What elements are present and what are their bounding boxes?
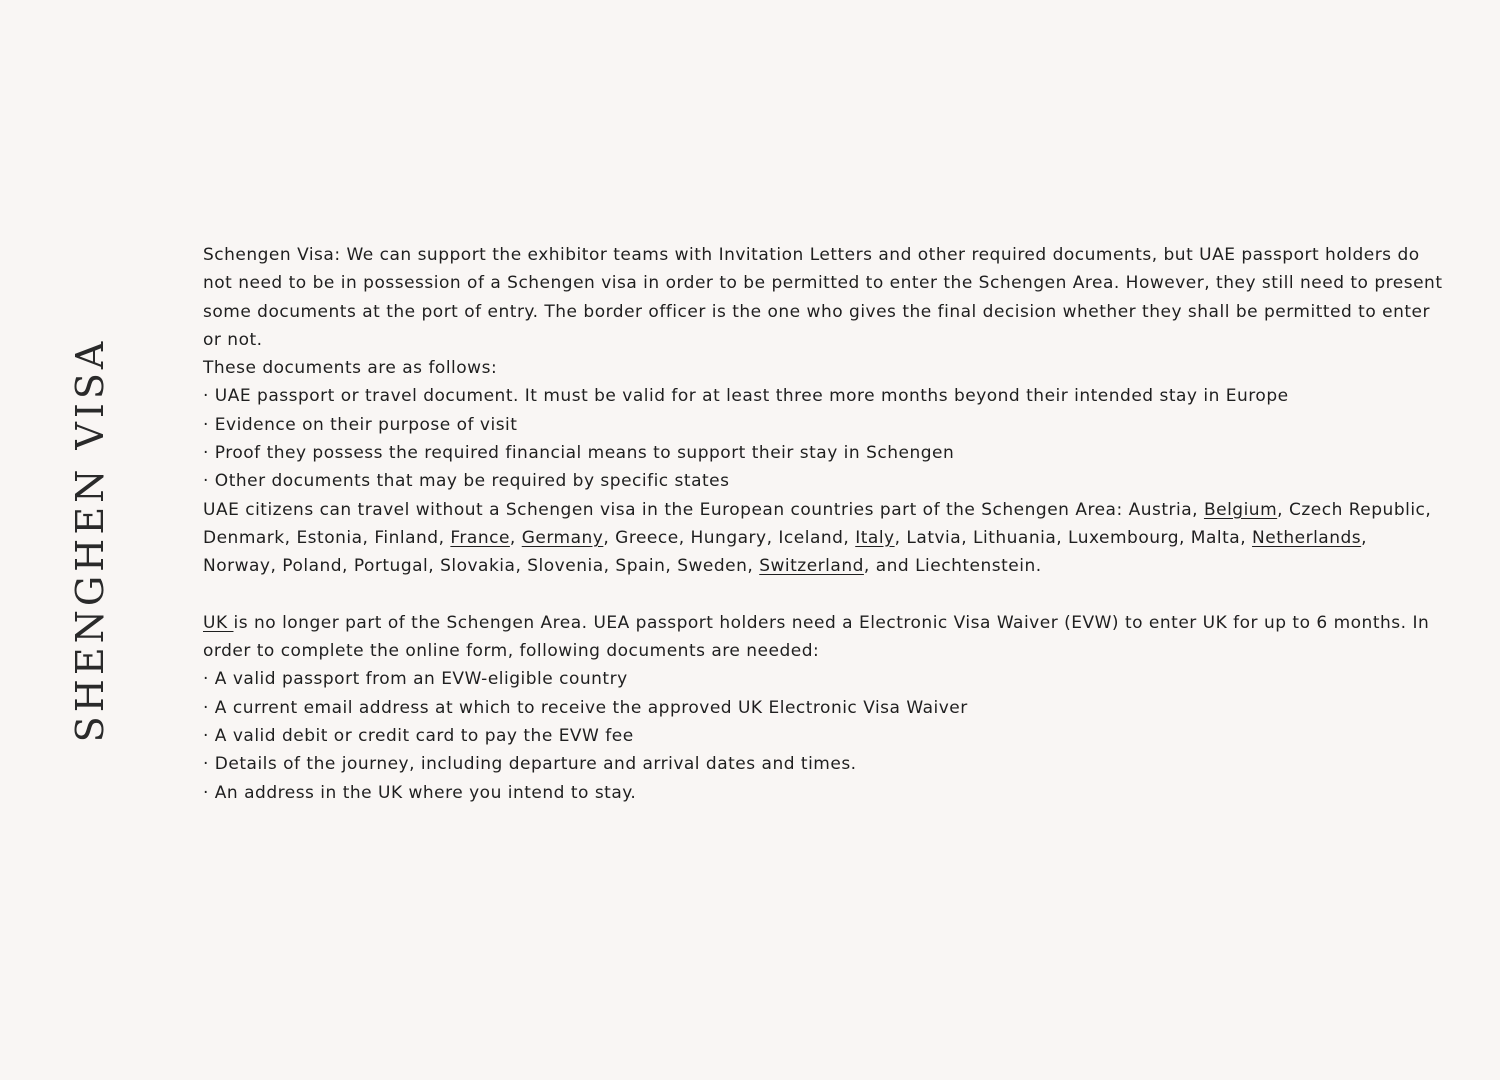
countries-text: , Norway, Poland, Portugal, Slovakia, Slovenia, Spain, Sweden,	[203, 527, 1368, 577]
france-link[interactable]: France	[450, 527, 510, 548]
uk-link[interactable]: UK	[203, 612, 234, 633]
countries-text: , Latvia, Lithuania, Luxembourg, Malta,	[894, 527, 1253, 548]
list-item: · A valid passport from an EVW-eligible country	[203, 669, 628, 690]
netherlands-link[interactable]: Netherlands	[1252, 527, 1362, 548]
uk-intro-paragraph	[203, 609, 1443, 666]
list-item: · A valid debit or credit card to pay the EVW fee	[203, 726, 634, 747]
list-item: · Other documents that may be required by specific states	[203, 471, 730, 492]
paragraph-spacer	[203, 581, 1443, 609]
countries-text: , and Liechtenstein.	[863, 556, 1042, 577]
page-title: SHENGHEN VISA	[68, 337, 112, 743]
content-body	[203, 241, 1443, 807]
schengen-intro-paragraph: Schengen Visa: We can support the exhibitor teams with Invitation Letters and other required documents, but UAE passport holders do not need to be in possession of a Schengen visa in order to be permitted to enter the Schengen Area. However, they still need to present some documents at the port of entry. The border officer is the one who gives the final decision whether they shall be permitted to enter or not.	[203, 245, 1443, 350]
countries-paragraph	[203, 496, 1443, 581]
documents-heading: These documents are as follows:	[203, 358, 498, 379]
list-item: · Details of the journey, including departure and arrival dates and times.	[203, 754, 857, 775]
countries-text: , Greece, Hungary, Iceland,	[603, 527, 856, 548]
countries-text: UAE citizens can travel without a Schengen visa in the European countries part of the Schengen Area: Austria,	[203, 499, 1204, 520]
belgium-link[interactable]: Belgium	[1203, 499, 1278, 520]
switzerland-link[interactable]: Switzerland	[759, 556, 864, 577]
list-item: · Proof they possess the required financial means to support their stay in Schengen	[203, 443, 955, 464]
countries-text: ,	[509, 527, 522, 548]
italy-link[interactable]: Italy	[855, 527, 895, 548]
list-item: · UAE passport or travel document. It must be valid for at least three more months beyond their intended stay in Europe	[203, 386, 1289, 407]
countries-text: , Czech Republic, Denmark, Estonia, Finland,	[203, 499, 1432, 548]
list-item: · A current email address at which to receive the approved UK Electronic Visa Waiver	[203, 697, 968, 718]
germany-link[interactable]: Germany	[521, 527, 604, 548]
list-item: · Evidence on their purpose of visit	[203, 414, 518, 435]
uk-intro-text: is no longer part of the Schengen Area. UEA passport holders need a Electronic Visa Waiver (EVW) to enter UK for up to 6 months. In order to complete the online form, following documents are needed:	[203, 612, 1430, 662]
list-item: · An address in the UK where you intend to stay.	[203, 782, 637, 803]
